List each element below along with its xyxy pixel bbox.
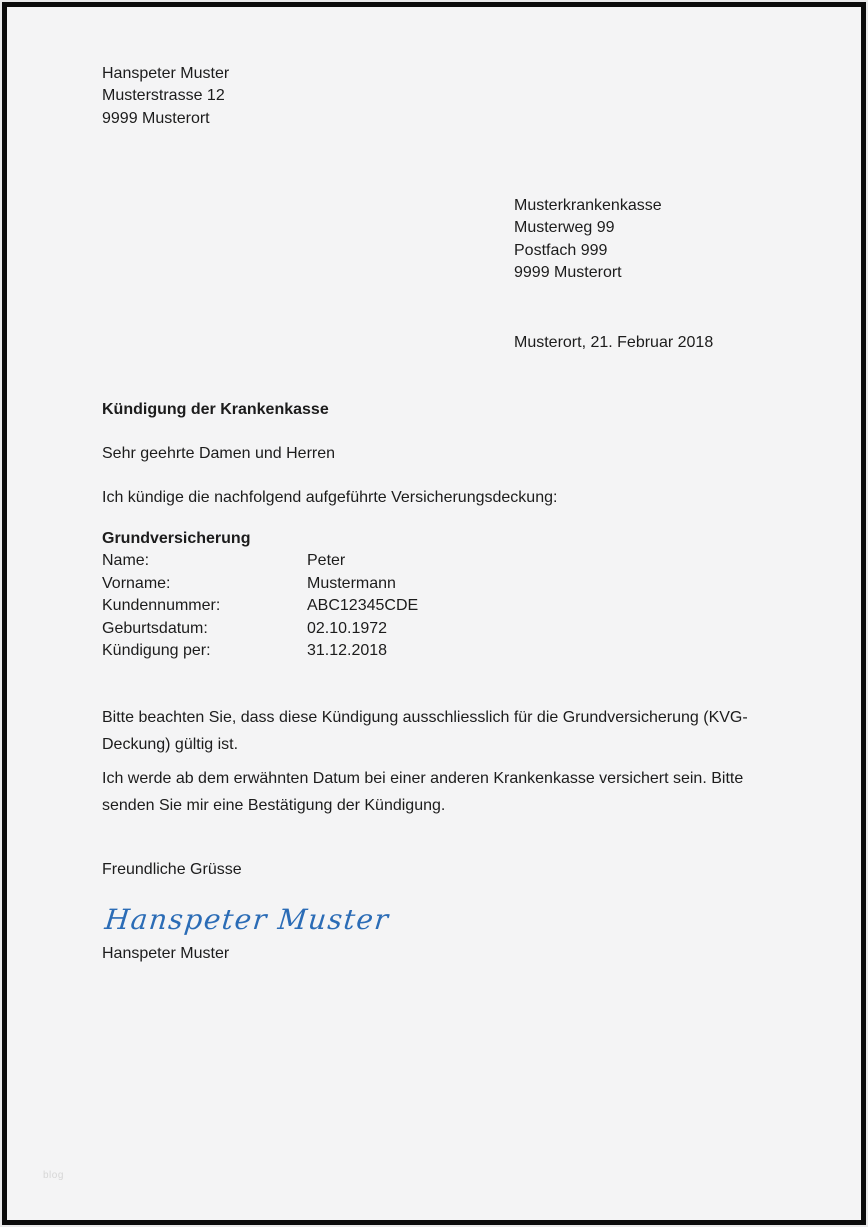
table-row	[102, 640, 418, 662]
table-row	[102, 595, 418, 617]
sender-street: Musterstrasse 12	[102, 87, 225, 105]
salutation: Sehr geehrte Damen und Herren	[102, 445, 336, 462]
sender-city: 9999 Musterort	[102, 109, 210, 127]
row-label: Name:	[102, 552, 150, 570]
sender-name: Hanspeter Muster	[102, 65, 230, 82]
row-label: Kündigung per:	[102, 642, 211, 660]
table-row	[102, 550, 418, 572]
watermark-text: blog	[43, 1170, 64, 1181]
recipient-address-block	[514, 195, 662, 285]
recipient-street: Musterweg 99	[514, 219, 615, 237]
sender-address-block	[102, 63, 229, 130]
subject-line: Kündigung der Krankenkasse	[102, 401, 329, 418]
body-paragraph-2	[102, 766, 743, 819]
row-value: 02.10.1972	[307, 619, 388, 637]
closing-phrase: Freundliche Grüsse	[102, 861, 242, 878]
row-label: Vorname:	[102, 574, 171, 592]
paragraph-line: senden Sie mir eine Bestätigung der Kündigung.	[102, 796, 446, 814]
row-value: Mustermann	[307, 574, 396, 592]
table-row	[102, 573, 418, 595]
paragraph-line: Bitte beachten Sie, dass diese Kündigung ausschliesslich für die Grundversicherung (KVG-	[102, 709, 748, 726]
handwritten-signature: Hanspeter Muster	[103, 903, 392, 936]
body-paragraph-1	[102, 705, 748, 758]
date-line: Musterort, 21. Februar 2018	[514, 334, 714, 351]
paragraph-line: Deckung) gültig ist.	[102, 735, 239, 753]
signer-typed-name: Hanspeter Muster	[102, 945, 230, 962]
row-value: ABC12345CDE	[307, 597, 419, 615]
intro-sentence: Ich kündige die nachfolgend aufgeführte Versicherungsdeckung:	[102, 489, 558, 506]
row-label: Kundennummer:	[102, 597, 221, 615]
row-value: 31.12.2018	[307, 642, 388, 660]
recipient-name: Musterkrankenkasse	[514, 197, 662, 214]
row-value: Peter	[307, 552, 346, 570]
policy-details-table	[102, 528, 418, 662]
recipient-pobox: Postfach 999	[514, 241, 608, 259]
recipient-city: 9999 Musterort	[514, 264, 622, 282]
letter-page	[2, 2, 866, 1225]
policy-heading: Grundversicherung	[102, 530, 251, 547]
row-label: Geburtsdatum:	[102, 619, 208, 637]
table-row	[102, 618, 418, 640]
paragraph-line: Ich werde ab dem erwähnten Datum bei einer anderen Krankenkasse versichert sein. Bitte	[102, 770, 744, 787]
